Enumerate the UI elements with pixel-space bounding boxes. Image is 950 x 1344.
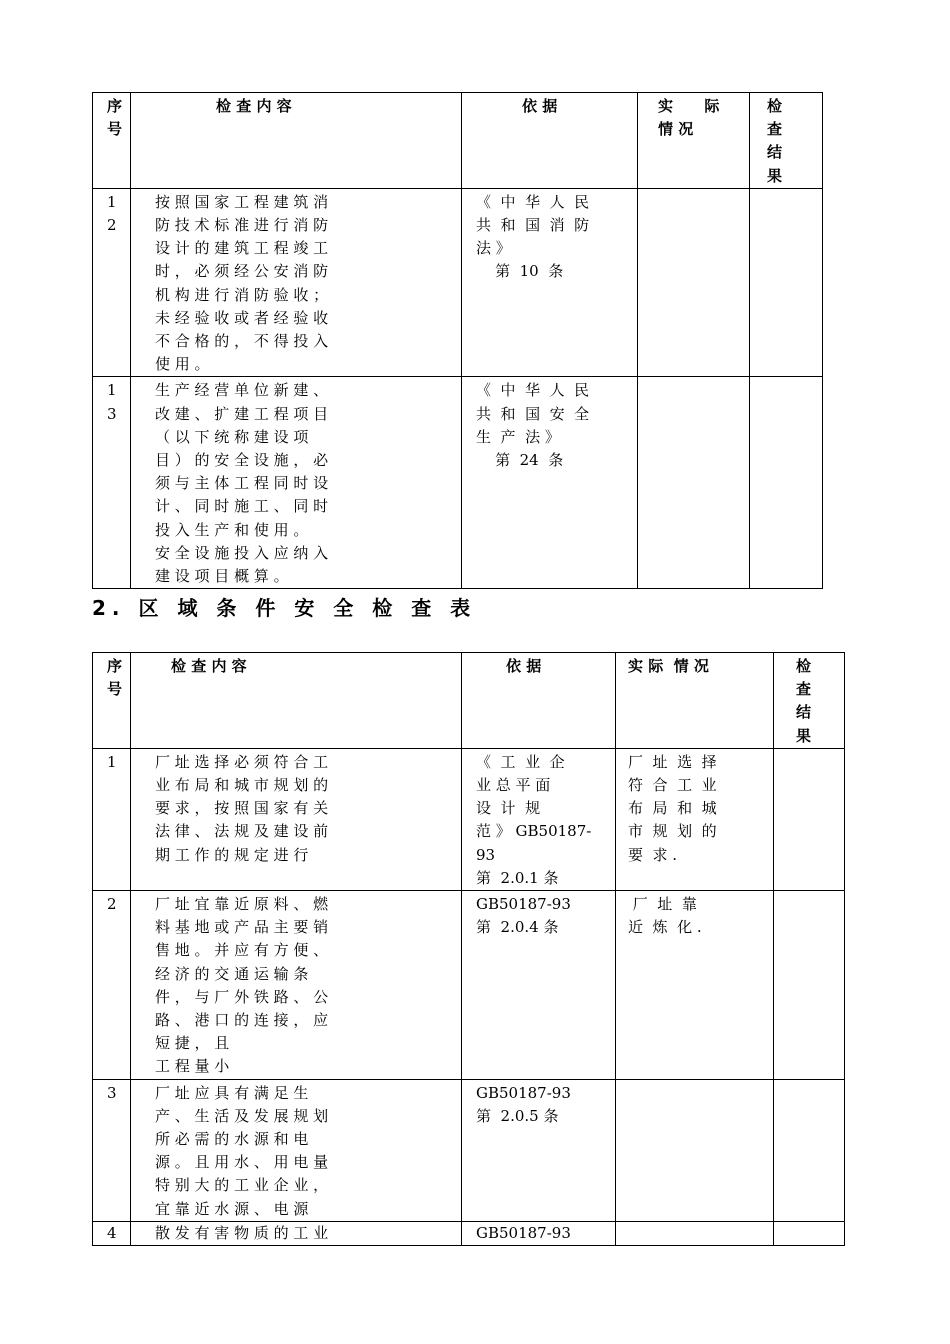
row-number: 1 3 (107, 381, 117, 423)
row-number: 2 (107, 895, 117, 914)
row-basis: 《 中 华 人 民 共 和 国 消 防 法 》 第 10 条 (476, 192, 590, 281)
row-content: 按 照 国 家 工 程 建 筑 消 防 技 术 标 准 进 行 消 防 设 计 的 建 筑 工 程 竣 工 时 ， 必 须 经 公 安 消 防 机 构 进 行 消 防 验 收 ； 未 经 验 收 或 者 经 验 收 不 合 格 的 ， 不 得 投 入 使 用 。 (155, 192, 329, 374)
table-row (93, 891, 845, 1080)
check-table-2 (92, 652, 845, 1246)
header-actual: 实 际 情 况 (638, 93, 750, 189)
row-number: 4 (107, 1223, 117, 1242)
row-number: 3 (107, 1083, 117, 1102)
table-row (93, 748, 845, 890)
row-content: 厂 址 选 择 必 须 符 合 工 业 布 局 和 城 市 规 划 的 要 求 ， 按 照 国 家 有 关 法 律 、 法 规 及 建 设 前 期 工 作 的 规 定 进 行 (155, 752, 329, 864)
section-title: 2. 区 域 条 件 安 全 检 查 表 (92, 596, 477, 620)
row-actual: 厂 址 靠 近 炼 化 . (628, 895, 702, 937)
header-actual: 实 际 情 况 (616, 653, 774, 749)
header-no: 序 号 (93, 93, 131, 189)
header-content: 检 查 内 容 (131, 93, 462, 189)
table-row (93, 1221, 845, 1245)
header-result: 检 查 结 果 (750, 93, 823, 189)
header-no: 序 号 (93, 653, 131, 749)
row-content: 生 产 经 营 单 位 新 建 、 改 建 、 扩 建 工 程 项 目 （ 以 下 统 称 建 设 项 目 ） 的 安 全 设 施 ， 必 须 与 主 体 工 程 同 时 设 计 、 同 时 施 工 、 同 时 投 入 生 产 和 使 用 。 安 全 设 施 投 入 应 纳 入 建 设 项 目 概 算 。 (155, 381, 329, 586)
table-header-row (93, 653, 845, 749)
row-number: 1 2 (107, 192, 117, 235)
header-result: 检 查 结 果 (774, 653, 845, 749)
row-basis: 《 中 华 人 民 共 和 国 安 全 生 产 法 》 第 24 条 (476, 381, 590, 470)
header-basis: 依 据 (462, 653, 616, 749)
table-row (93, 1079, 845, 1221)
row-content: 厂 址 应 具 有 满 足 生 产 、 生 活 及 发 展 规 划 所 必 需 的 水 源 和 电 源 。 且 用 水 、 用 电 量 特 别 大 的 工 业 企 业 ， 宜 靠 近 水 源 、 电 源 (155, 1083, 329, 1218)
header-basis: 依 据 (462, 93, 638, 189)
header-content: 检 查 内 容 (131, 653, 462, 749)
table-row (93, 377, 823, 589)
row-basis: GB50187-93 (476, 1223, 571, 1242)
row-basis: GB50187-93 第 2.0.4 条 (476, 895, 571, 937)
row-actual: 厂 址 选 择 符 合 工 业 布 局 和 城 市 规 划 的 要 求 . (628, 752, 717, 864)
table-row (93, 188, 823, 377)
row-content: 散 发 有 害 物 质 的 工 业 (155, 1223, 329, 1242)
row-number: 1 (107, 752, 117, 771)
check-table-1 (92, 92, 823, 589)
table-header-row (93, 93, 823, 189)
row-basis: 《 工 业 企 业 总 平 面 设 计 规 范 》 GB50187- 93 第 2.0.1 条 (476, 752, 592, 887)
row-content: 厂 址 宜 靠 近 原 料 、 燃 料 基 地 或 产 品 主 要 销 售 地 。 并 应 有 方 便 、 经 济 的 交 通 运 输 条 件 ， 与 厂 外 铁 路 、 公 路 、 港 口 的 连 接 ， 应 短 捷 ， 且 工 程 量 小 (155, 895, 329, 1076)
row-basis: GB50187-93 第 2.0.5 条 (476, 1083, 571, 1125)
